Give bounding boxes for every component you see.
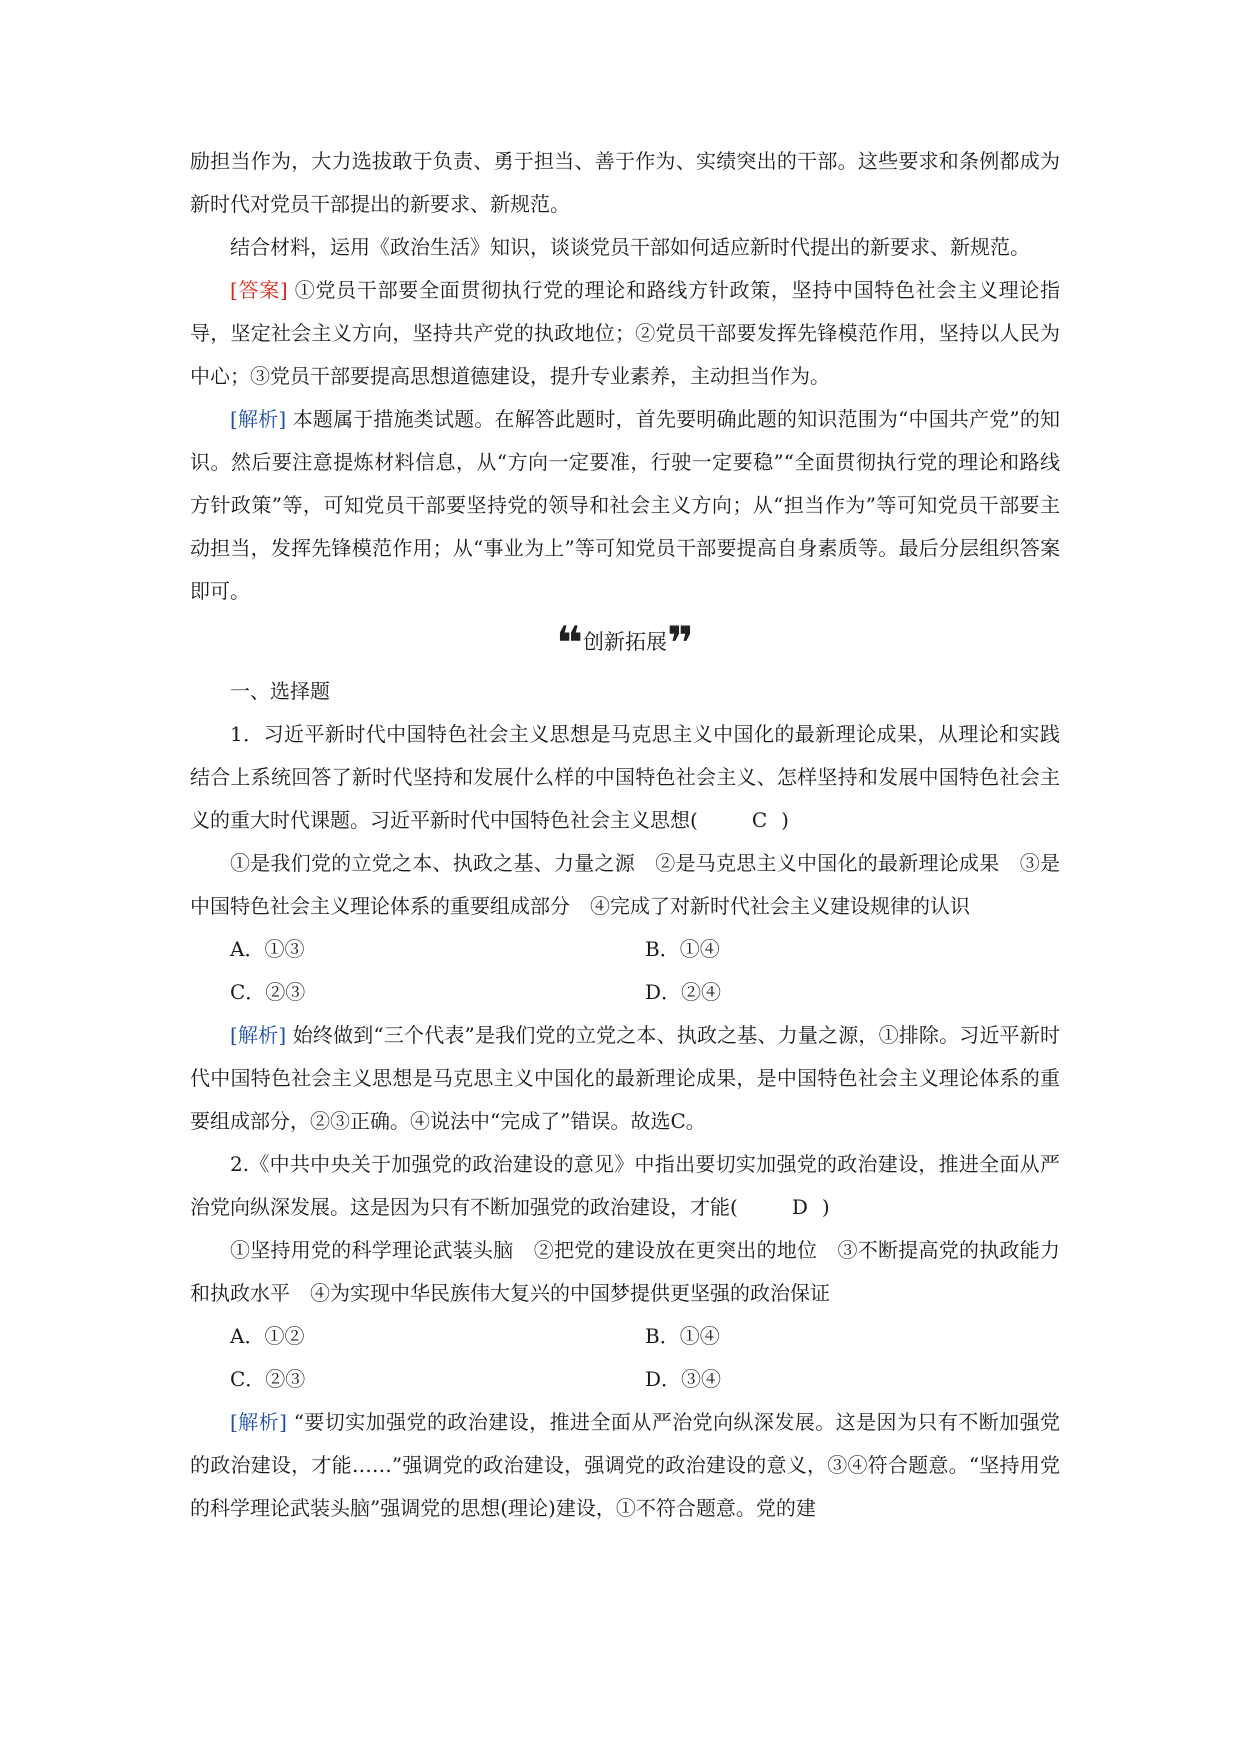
q2-options-row-1 xyxy=(190,1315,1060,1358)
answer-tag: [答案] xyxy=(230,278,288,302)
open-quote-icon: ❝ xyxy=(556,616,583,670)
q1-option-a: A．①③ xyxy=(230,937,305,961)
q2-option-b: B．①④ xyxy=(645,1324,720,1348)
q2-stem-end: ) xyxy=(821,1195,830,1219)
q1-analysis-tag: [解析] xyxy=(230,1023,287,1047)
q1-analysis xyxy=(190,1014,1060,1143)
q2-analysis-tag: [解析] xyxy=(230,1410,287,1434)
close-quote-icon: ❞ xyxy=(667,616,694,670)
q2-statements: ①坚持用党的科学理论武装头脑 ②把党的建设放在更突出的地位 ③不断提高党的执政能力和执政水平 ④为实现中华民族伟大复兴的中国梦提供更坚强的政治保证 xyxy=(190,1238,1060,1305)
analysis-tag: [解析] xyxy=(230,407,287,431)
q1-answer: C xyxy=(751,808,768,832)
q2-option-d: D．③④ xyxy=(645,1367,722,1391)
q2-answer: D xyxy=(791,1195,808,1219)
section-heading xyxy=(190,616,1060,670)
analysis-text: 本题属于措施类试题。在解答此题时，首先要明确此题的知识范围为“中国共产党”的知识。然后要注意提炼材料信息，从“方向一定要准，行驶一定要稳”“全面贯彻执行党的理论和路线方针政策”等，可知党员干部要坚持党的领导和社会主义方向；从“担当作为”等可知党员干部要主动担当，发挥先锋模范作用；从“事业为上”等可知党员干部要提高自身素质等。最后分层组织答案即可。 xyxy=(190,407,1061,603)
question-prompt: 结合材料，运用《政治生活》知识，谈谈党员干部如何适应新时代提出的新要求、新规范。 xyxy=(230,235,1030,259)
part-heading: 一、选择题 xyxy=(230,679,330,703)
q1-analysis-text: 始终做到“三个代表”是我们党的立党之本、执政之基、力量之源，①排除。习近平新时代中国特色社会主义思想是马克思主义中国化的最新理论成果，是中国特色社会主义理论体系的重要组成部分，②③正确。④说法中“完成了”错误。故选C。 xyxy=(190,1023,1061,1133)
q1-option-c: C．②③ xyxy=(230,980,306,1004)
q1-stem xyxy=(190,713,1060,842)
q1-option-b: B．①④ xyxy=(645,937,720,961)
q2-stem-text: 2.《中共中央关于加强党的政治建设的意见》中指出要切实加强党的政治建设，推进全面从严治党向纵深发展。这是因为只有不断加强党的政治建设，才能( xyxy=(190,1152,1060,1219)
answer-text: ①党员干部要全面贯彻执行党的理论和路线方针政策，坚持中国特色社会主义理论指导，坚定社会主义方向，坚持共产党的执政地位；②党员干部要发挥先锋模范作用，坚持以人民为中心；③党员干部要提高思想道德建设，提升专业素养，主动担当作为。 xyxy=(190,278,1061,388)
q2-option-c: C．②③ xyxy=(230,1367,306,1391)
q2-options-row-2 xyxy=(190,1358,1060,1401)
analysis-paragraph xyxy=(190,398,1060,613)
q2-stem xyxy=(190,1143,1060,1229)
q1-option-d: D．②④ xyxy=(645,980,722,1004)
answer-paragraph xyxy=(190,269,1060,398)
q2-analysis xyxy=(190,1401,1060,1530)
document-body xyxy=(190,140,1060,1530)
q1-stem-text: 1．习近平新时代中国特色社会主义思想是马克思主义中国化的最新理论成果，从理论和实践结合上系统回答了新时代坚持和发展什么样的中国特色社会主义、怎样坚持和发展中国特色社会主义的重大时代课题。习近平新时代中国特色社会主义思想( xyxy=(190,722,1060,832)
q1-statements: ①是我们党的立党之本、执政之基、力量之源 ②是马克思主义中国化的最新理论成果 ③是中国特色社会主义理论体系的重要组成部分 ④完成了对新时代社会主义建设规律的认识 xyxy=(190,851,1060,918)
section-title: 创新拓展 xyxy=(583,630,667,654)
intro-paragraph: 励担当作为，大力选拔敢于负责、勇于担当、善于作为、实绩突出的干部。这些要求和条例都成为新时代对党员干部提出的新要求、新规范。 xyxy=(190,149,1060,216)
q1-options-row-1 xyxy=(190,928,1060,971)
q2-option-a: A．①② xyxy=(230,1324,305,1348)
q2-analysis-text: “要切实加强党的政治建设，推进全面从严治党向纵深发展。这是因为只有不断加强党的政治建设，才能……”强调党的政治建设，强调党的政治建设的意义，③④符合题意。“坚持用党的科学理论武装头脑”强调党的思想(理论)建设，①不符合题意。党的建 xyxy=(190,1410,1061,1520)
q1-options-row-2 xyxy=(190,971,1060,1014)
q1-stem-end: ) xyxy=(781,808,789,832)
